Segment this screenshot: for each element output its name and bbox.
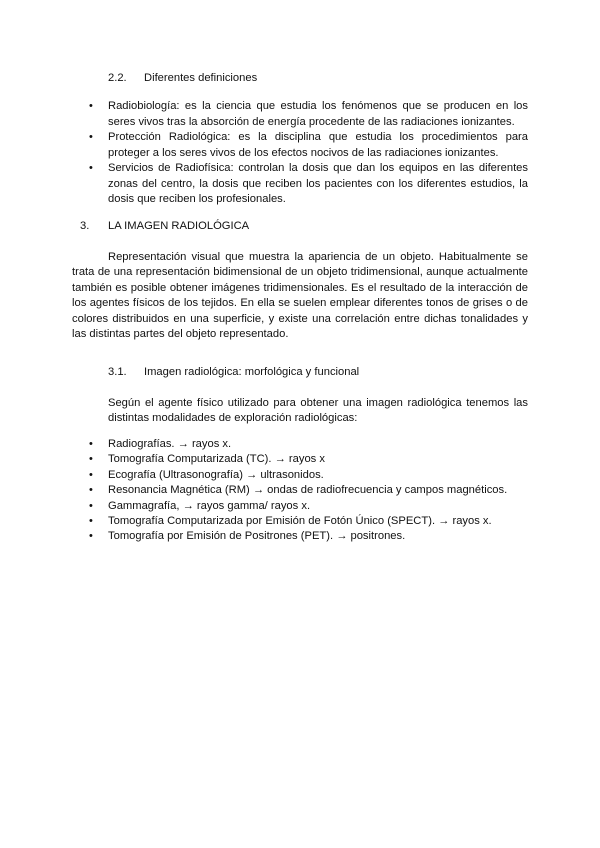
definition-item: • Protección Radiológica: es la disciplina que estudia los procedimientos para proteger a los seres vivos de los efectos nocivos de las radiaciones ionizantes. (108, 130, 528, 161)
definition-item: • Radiobiología: es la ciencia que estudia los fenómenos que se producen en los seres vivos tras la absorción de energía procedente de las radiaciones ionizantes. (108, 99, 528, 130)
definitions-list (108, 99, 528, 208)
section-3-1-intro: Según el agente físico utilizado para obtener una imagen radiológica tenemos las distintas modalidades de exploración radiológicas: (108, 397, 528, 425)
section-3-heading (80, 220, 249, 232)
section-2-2-title: Diferentes definiciones (144, 72, 258, 84)
section-2-2-number: 2.2. (108, 72, 127, 84)
modality-item: • Gammagrafía, → rayos gamma/ rayos x. (108, 499, 528, 514)
modality-item: • Resonancia Magnética (RM) → ondas de radiofrecuencia y campos magnéticos. (108, 483, 528, 498)
section-3-1-title: Imagen radiológica: morfológica y funcional (144, 366, 360, 378)
section-3-1-number: 3.1. (108, 366, 127, 378)
modality-item: • Ecografía (Ultrasonografía) → ultrasonidos. (108, 468, 528, 483)
modalities-list (108, 437, 528, 545)
section-3-paragraph: Representación visual que muestra la apariencia de un objeto. Habitualmente se trata de una representación bidimensional de un objeto tridimensional, aunque actualmente también es posible obtener imágenes tridimensionales. Es el resultado de la interacción de los agentes físicos de los tejidos. En ella se suelen emplear diferentes tonos de grises o de colores distribuidos en una superficie, y existe una correlación entre dichas tonalidades y las distintas partes del objeto representado. (72, 251, 528, 341)
modality-item: • Tomografía por Emisión de Positrones (PET). → positrones. (108, 529, 528, 544)
section-3-1-heading (108, 366, 359, 378)
section-3-number: 3. (80, 220, 90, 232)
modality-item: • Radiografías. → rayos x. (108, 437, 528, 452)
section-3-title: LA IMAGEN RADIOLÓGICA (108, 220, 250, 232)
modality-item: • Tomografía Computarizada (TC). → rayos x (108, 452, 528, 467)
section-2-2-heading (108, 72, 257, 84)
definition-item: • Servicios de Radiofísica: controlan la dosis que dan los equipos en las diferentes zonas del centro, la dosis que reciben los pacientes con los diferentes estudios, la dosis que reciben los profesionales. (108, 161, 528, 208)
modality-item: • Tomografía Computarizada por Emisión de Fotón Único (SPECT). → rayos x. (108, 514, 528, 529)
